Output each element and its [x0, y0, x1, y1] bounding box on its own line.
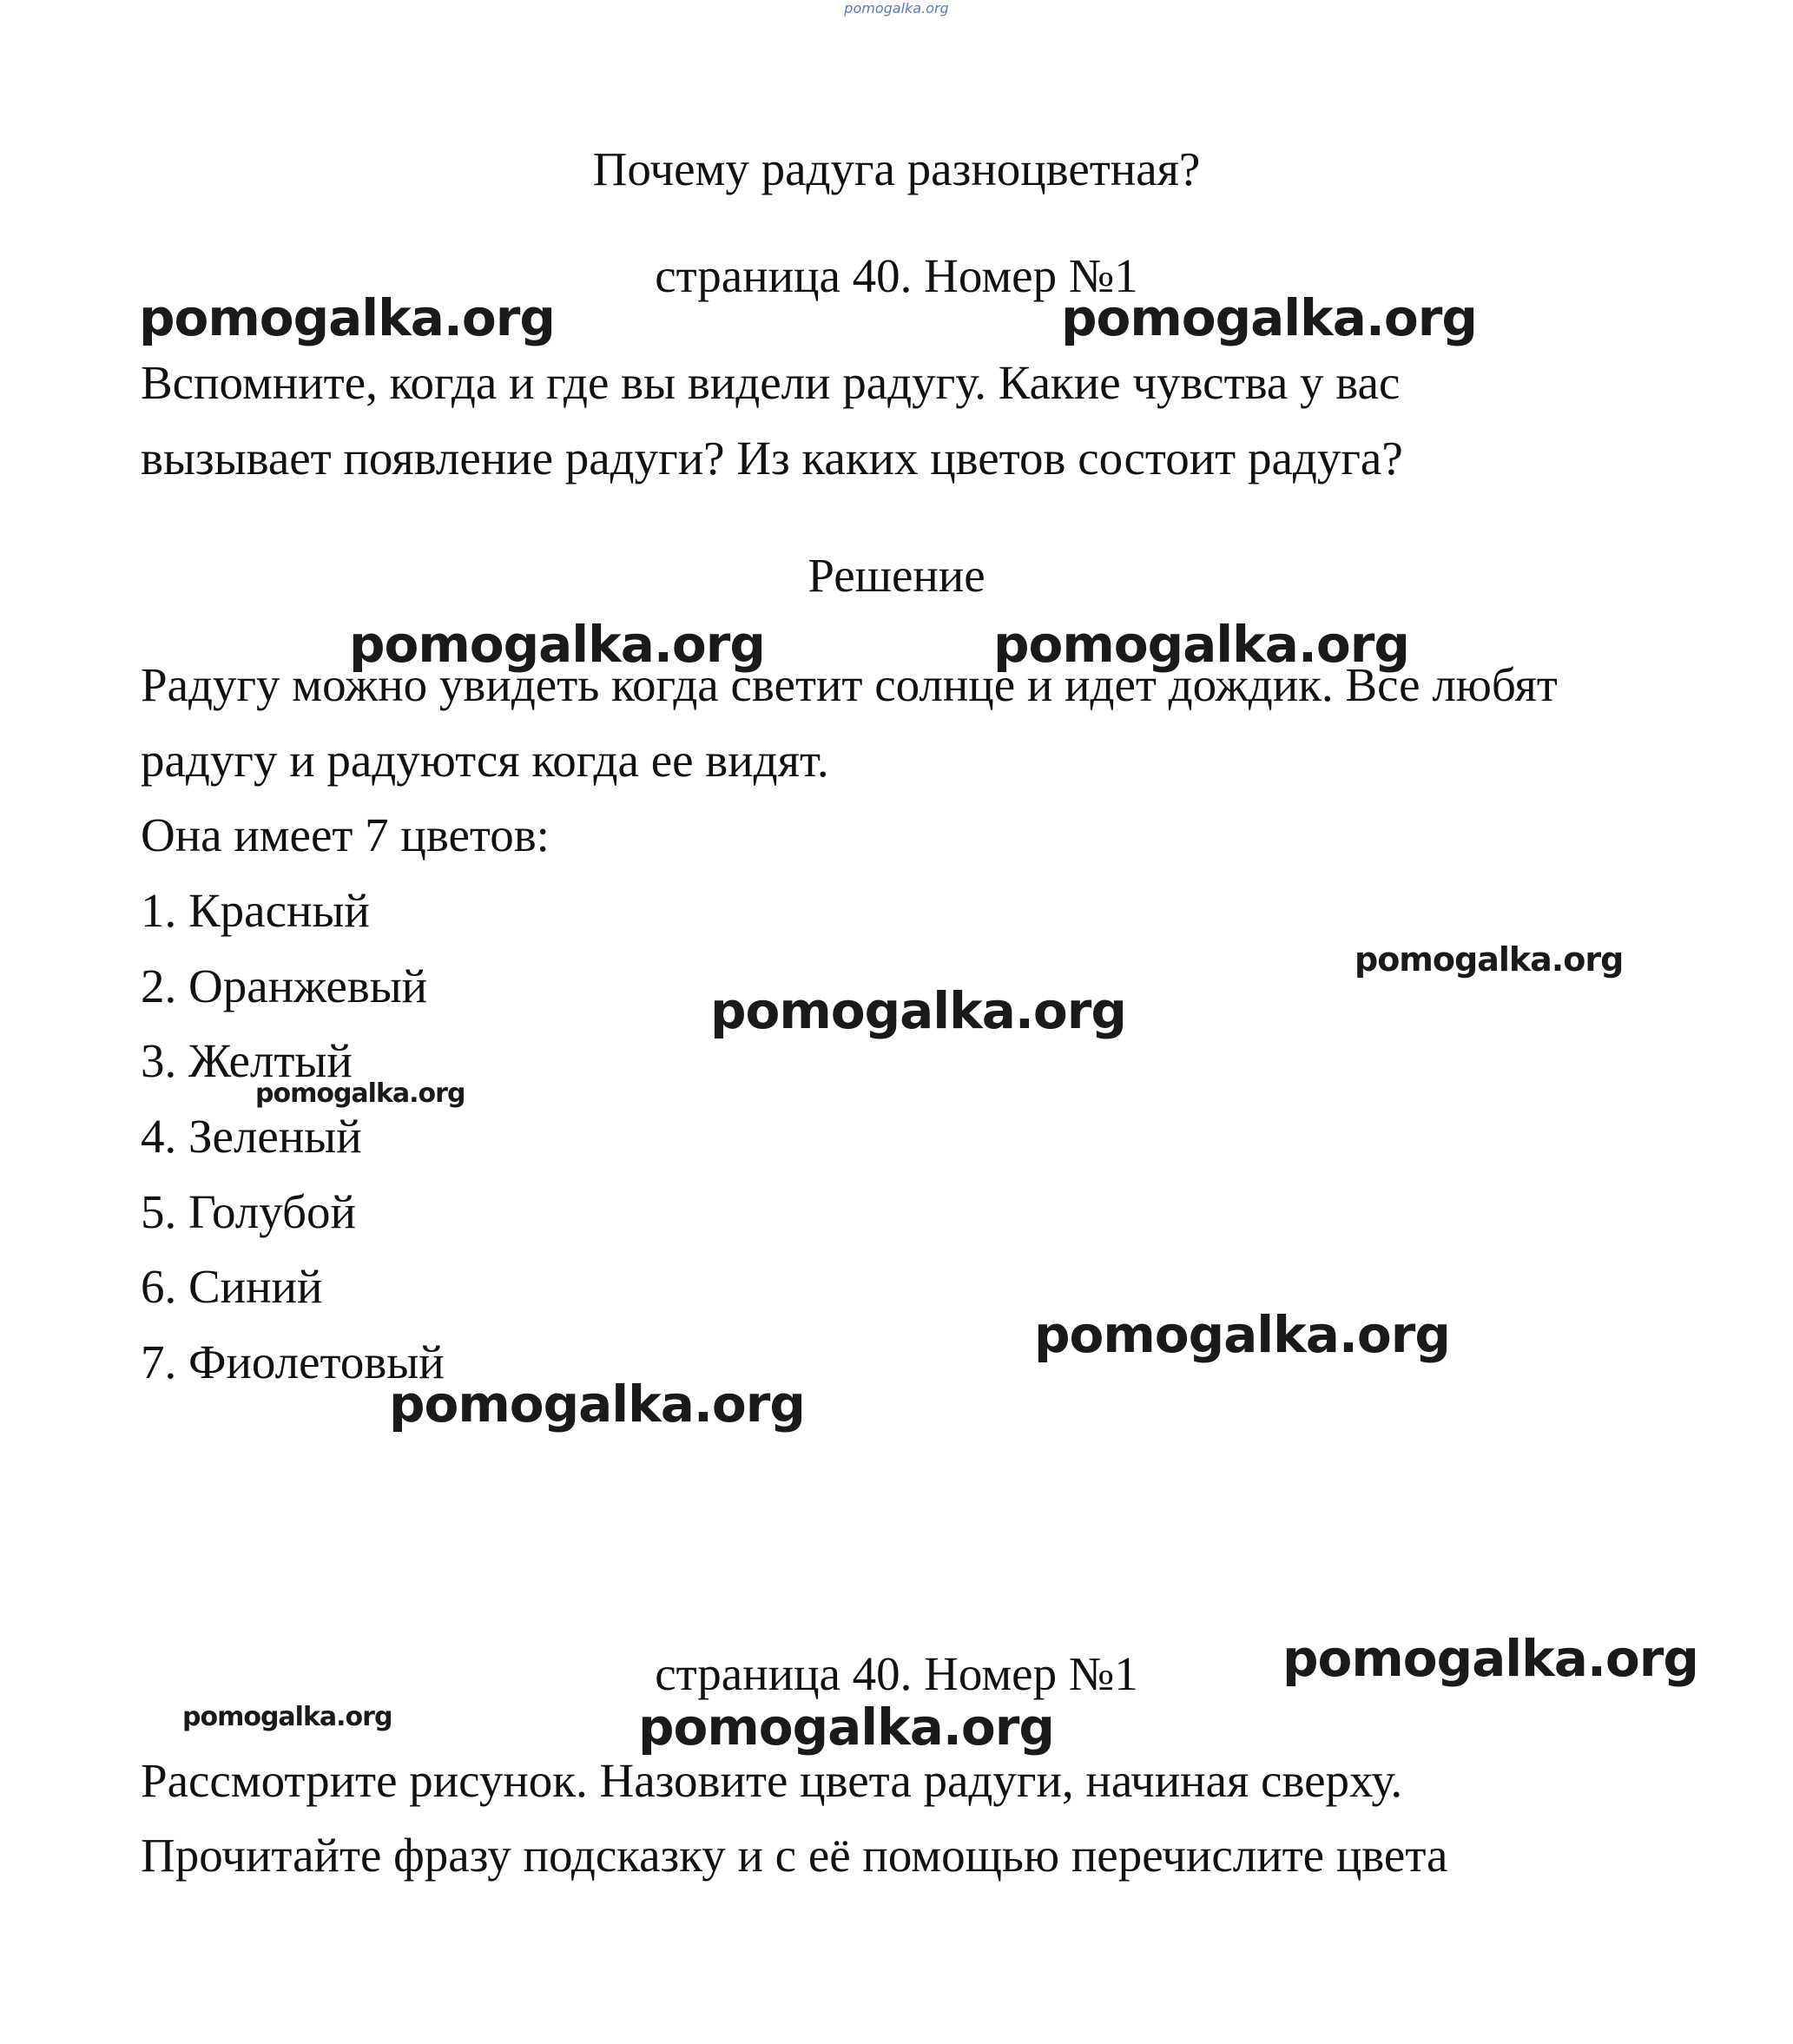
watermark: pomogalka.org	[182, 1702, 392, 1732]
color-list-item-red: 1. Красный	[141, 884, 370, 937]
watermark: pomogalka.org	[1061, 288, 1477, 347]
watermark: pomogalka.org	[1034, 1305, 1450, 1364]
watermark: pomogalka.org	[255, 1078, 465, 1109]
top-watermark: pomogalka.org	[844, 0, 949, 16]
color-list-item-yellow: 3. Желтый	[141, 1034, 353, 1087]
watermark: pomogalka.org	[993, 615, 1409, 674]
color-list-item-violet: 7. Фиолетовый	[141, 1335, 445, 1388]
color-list-item-blue: 6. Синий	[141, 1260, 323, 1313]
section1-question-line1: Вспомните, когда и где вы видели радугу. Какие чувства у вас	[141, 356, 1401, 409]
watermark: pomogalka.org	[349, 615, 765, 674]
section2-heading: страница 40. Номер №1	[655, 1647, 1138, 1700]
section1-heading: страница 40. Номер №1	[655, 249, 1138, 302]
answer-line2: радугу и радуются когда ее видят.	[141, 734, 829, 787]
watermark: pomogalka.org	[1355, 940, 1624, 979]
watermark: pomogalka.org	[1282, 1629, 1698, 1688]
watermark: pomogalka.org	[139, 288, 555, 347]
watermark: pomogalka.org	[389, 1375, 805, 1434]
page-title: Почему радуга разноцветная?	[592, 142, 1201, 195]
section2-question-line2: Прочитайте фразу подсказку и с её помощью перечислите цвета	[141, 1829, 1448, 1882]
color-list-item-lightblue: 5. Голубой	[141, 1185, 356, 1238]
section1-question-line2: вызывает появление радуги? Из каких цветов состоит радуга?	[141, 432, 1403, 485]
section2-question-line1: Рассмотрите рисунок. Назовите цвета радуги, начиная сверху.	[141, 1754, 1403, 1807]
watermark: pomogalka.org	[638, 1698, 1054, 1757]
answer-line3: Она имеет 7 цветов:	[141, 808, 550, 861]
answer-line1: Радугу можно увидеть когда светит солнце и идет дождик. Все любят	[141, 658, 1558, 711]
color-list-item-orange: 2. Оранжевый	[141, 959, 428, 1012]
color-list-item-green: 4. Зеленый	[141, 1110, 362, 1163]
watermark: pomogalka.org	[710, 981, 1126, 1040]
solution-heading: Решение	[808, 549, 985, 602]
